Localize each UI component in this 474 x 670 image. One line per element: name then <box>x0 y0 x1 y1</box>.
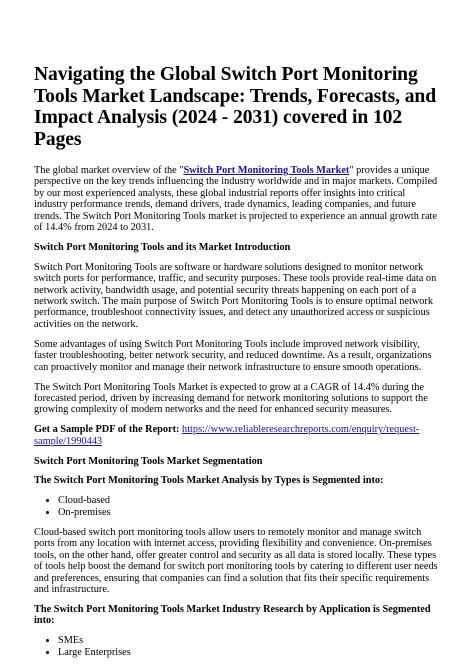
application-heading: The Switch Port Monitoring Tools Market Industry Research by Application is Segmented into: <box>34 603 431 627</box>
applications-list <box>34 635 440 658</box>
intro-text-after: " provides a unique perspective on the key trends influencing the industry worldwide and in major markets. Compiled by our most experienced analysts, these global industrial reports offer insights into critical industry performance trends, demand drivers, trade dynamics, leading companies, and future trends. The Switch Port Monitoring Tools market is projected to experience an annual growth rate of 14.4% from 2024 to 2031. <box>34 165 438 234</box>
sample-pdf-line <box>34 424 440 447</box>
growth-paragraph: The Switch Port Monitoring Tools Market is expected to grow at a CAGR of 14.4% during the forecasted period, driven by increasing demand for network monitoring solutions to support the growing complexity of modern networks and the need for enhanced security measures. <box>34 381 428 416</box>
advantages-paragraph: Some advantages of using Switch Port Monitoring Tools include improved network visibility, faster troubleshooting, better network security, and reduced downtime. As a result, organizations can proactively monitor and manage their network infrastructure to ensure smooth operations. <box>34 338 432 373</box>
sample-pdf-link[interactable]: https://www.reliableresearchreports.com/enquiry/request-sample/1990443 <box>34 424 420 447</box>
market-report-link[interactable]: Switch Port Monitoring Tools Market <box>183 165 350 176</box>
list-item: • Large Enterprises <box>58 647 440 659</box>
types-list <box>34 495 440 518</box>
sample-pdf-label: Get a Sample PDF of the Report: <box>34 424 180 436</box>
segmentation-heading: Switch Port Monitoring Tools Market Segmentation <box>34 455 263 467</box>
list-item: • SMEs <box>58 635 440 647</box>
page-title: Navigating the Global Switch Port Monitoring Tools Market Landscape: Trends, Forecasts, and Impact Analysis (2024 - 2031) covered in 102 Pages <box>34 64 437 150</box>
definition-paragraph: Switch Port Monitoring Tools are software or hardware solutions designed to monitor network switch ports for performance, traffic, and security purposes. These tools provide real-time data on network activity, bandwidth usage, and potential security threats happening on each port of a network switch. The main purpose of Switch Port Monitoring Tools is to ensure optimal network performance, troubleshoot connectivity issues, and detect any unauthorized access or suspicious activities on the network. <box>34 261 437 330</box>
list-item: • Cloud-based <box>58 495 440 507</box>
list-item: • On-premises <box>58 507 440 519</box>
types-heading: The Switch Port Monitoring Tools Market Analysis by Types is Segmented into: <box>34 475 384 487</box>
intro-text-before: The global market overview of the " <box>34 165 184 176</box>
market-introduction-heading: Switch Port Monitoring Tools and its Market Introduction <box>34 241 291 253</box>
intro-paragraph <box>34 165 440 233</box>
types-paragraph: Cloud-based switch port monitoring tools allow users to remotely monitor and manage switch ports from any location with internet access, providing flexibility and convenience. On-premises tools, on the other hand, offer greater control and security as all data is stored locally. These types of tools help boost the demand for switch port monitoring tools by catering to different user needs and preferences, ensuring that companies can find a solution that fits their specific requirements and infrastructure. <box>34 527 438 596</box>
